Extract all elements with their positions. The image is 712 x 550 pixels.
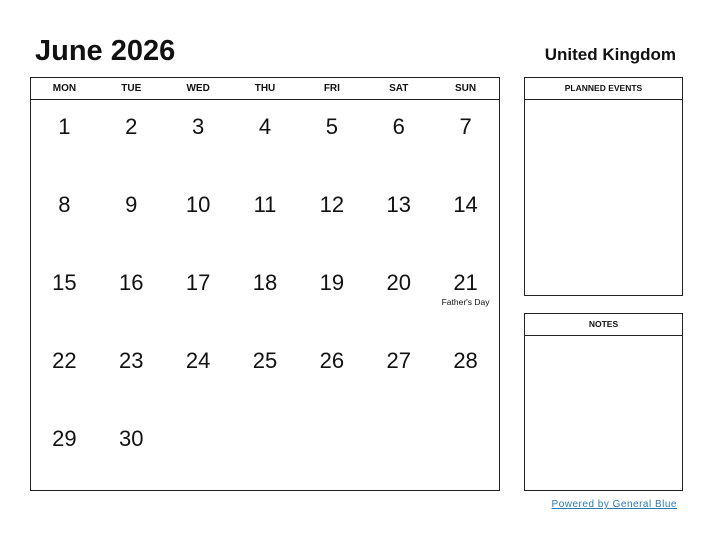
day-number: 13 (386, 192, 411, 217)
day-number: 24 (185, 348, 211, 373)
day-number: 29 (52, 426, 77, 451)
day-number: 14 (453, 192, 478, 217)
day-cell (365, 256, 432, 334)
day-number: 3 (192, 114, 205, 139)
day-cell (365, 334, 432, 412)
day-number: 18 (252, 270, 278, 295)
day-number: 1 (58, 114, 71, 139)
day-cell (298, 100, 365, 178)
day-number: 21 (453, 270, 478, 295)
weekday-sun: SUN (455, 83, 477, 94)
day-cell (98, 334, 165, 412)
notes-panel (524, 313, 683, 491)
day-number: 15 (52, 270, 77, 295)
day-cell (165, 412, 232, 490)
day-number: 12 (319, 192, 345, 217)
day-cell (365, 100, 432, 178)
notes-heading: NOTES (525, 314, 682, 336)
day-cell (98, 412, 165, 490)
day-cell (298, 334, 365, 412)
day-number: 4 (258, 114, 272, 139)
day-cell (165, 334, 232, 412)
day-number: 30 (119, 426, 144, 451)
day-cell (232, 412, 299, 490)
day-cell (432, 100, 499, 178)
day-number: 22 (52, 348, 77, 373)
day-cell (432, 256, 499, 334)
weekday-header (31, 78, 499, 100)
weekday-sat: SAT (389, 83, 409, 94)
calendar-days (31, 100, 499, 490)
day-cell (432, 334, 499, 412)
day-number: 6 (392, 114, 405, 139)
day-cell (298, 178, 365, 256)
day-number: 2 (125, 114, 138, 139)
day-number: 5 (325, 114, 338, 139)
holiday-label: Father's Day (441, 297, 490, 307)
day-cell (98, 178, 165, 256)
day-cell (232, 178, 299, 256)
weekday-tue: TUE (121, 83, 142, 94)
country-label: United Kingdom (544, 45, 676, 64)
day-number: 16 (119, 270, 144, 295)
day-number: 25 (252, 348, 278, 373)
day-number: 26 (319, 348, 345, 373)
day-number: 28 (453, 348, 478, 373)
planned-events-panel (524, 77, 683, 296)
calendar-grid (30, 77, 500, 491)
day-number: 11 (253, 192, 277, 217)
day-cell (165, 256, 232, 334)
day-number: 8 (58, 192, 71, 217)
day-cell (31, 178, 98, 256)
calendar-title: June 2026 (35, 35, 176, 67)
weekday-mon: MON (52, 83, 77, 94)
weekday-thu: THU (254, 83, 276, 94)
day-number: 20 (386, 270, 411, 295)
day-cell (98, 100, 165, 178)
day-cell (232, 100, 299, 178)
day-cell (298, 256, 365, 334)
weekday-fri: FRI (323, 83, 340, 94)
day-number: 17 (185, 270, 211, 295)
day-number: 9 (125, 192, 138, 217)
day-cell (165, 178, 232, 256)
day-cell (298, 412, 365, 490)
day-cell (31, 100, 98, 178)
day-number: 7 (459, 114, 472, 139)
day-cell (98, 256, 165, 334)
day-cell (31, 256, 98, 334)
day-cell (365, 178, 432, 256)
day-cell (432, 412, 499, 490)
planned-events-heading: PLANNED EVENTS (525, 78, 682, 100)
day-cell (31, 334, 98, 412)
day-cell (365, 412, 432, 490)
day-cell (232, 334, 299, 412)
day-cell (432, 178, 499, 256)
day-cell (165, 100, 232, 178)
day-cell (31, 412, 98, 490)
day-cell (232, 256, 299, 334)
day-number: 10 (185, 192, 211, 217)
day-number: 27 (386, 348, 411, 373)
day-number: 19 (319, 270, 345, 295)
weekday-wed: WED (186, 83, 210, 94)
day-number: 23 (119, 348, 144, 373)
powered-by-link[interactable]: Powered by General Blue (551, 499, 677, 510)
